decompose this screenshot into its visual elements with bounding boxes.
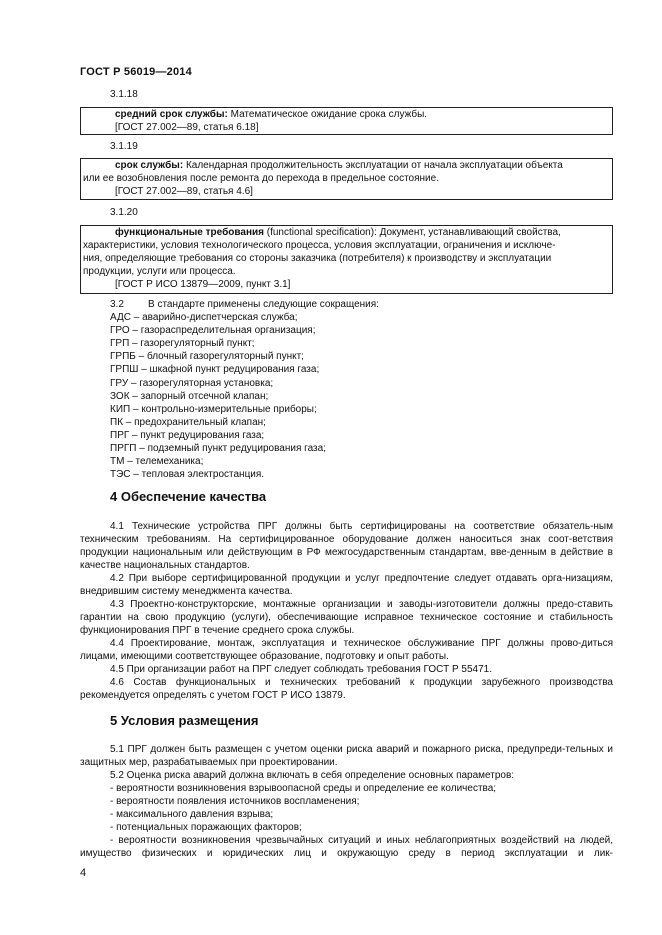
list-item: ТМ – телемеханика; <box>110 456 204 468</box>
bullet-item: - потенциальных поражающих факторов; <box>110 822 302 833</box>
paragraph-4-6: 4.6 Состав функциональных и технических требований к продукции зарубежного производства рекомендуется определять с учетом ГОСТ Р ИСО 13879. <box>80 677 613 701</box>
term-number: 3.1.20 <box>110 207 138 218</box>
term-box-3-1-18 <box>80 107 613 135</box>
term-name: функциональные требования <box>115 227 264 238</box>
term-name: средний срок службы: <box>115 109 228 120</box>
bullet-item: - вероятности возникновения чрезвычайных ситуаций и иных неблагоприятных воздействий на людей, имущество физических и юридических лиц и окружающую среду в период эксплуатации и лик- <box>80 835 613 859</box>
term-source: [ГОСТ 27.002—89, статья 6.18] <box>115 122 259 133</box>
abbreviations-intro: В стандарте применены следующие сокращения: <box>148 299 379 310</box>
list-item: ТЭС – тепловая электростанция. <box>110 469 265 481</box>
list-item: ГРУ – газорегуляторная установка; <box>110 377 274 389</box>
section-5-body <box>80 743 613 860</box>
term-box-3-1-19 <box>80 158 613 200</box>
term-definition: продукции, услуги или процесса. <box>83 266 236 277</box>
term-definition: Математическое ожидание срока службы. <box>227 109 428 120</box>
list-item: АДС – аварийно-диспетчерская служба; <box>110 312 298 324</box>
bullet-item: - вероятности возникновения взрывоопасной среды и определение ее количества; <box>110 783 497 794</box>
list-item: ЗОК – запорный отсечной клапан; <box>110 390 269 402</box>
list-item: ПК – предохранительный клапан; <box>110 416 266 428</box>
page-number: 4 <box>80 867 87 879</box>
list-item: ГРП – газорегуляторный пункт; <box>110 338 255 350</box>
list-item: ПРГ – пункт редуцирования газа; <box>110 429 265 441</box>
paragraph-4-4: 4.4 Проектирование, монтаж, эксплуатация и техническое обслуживание ПРГ должны прово-диться лицами, имеющими соответствующее образование, подготовку и опыт работы. <box>80 638 613 662</box>
list-item: ГРПШ – шкафной пункт редуцирования газа; <box>110 364 320 376</box>
paragraph-4-2: 4.2 При выборе сертифицированной продукции и услуг предпочтение следует отдавать орга-низациям, внедрившим систему менеджмента качества. <box>80 573 613 597</box>
list-item: ПРГП – подземный пункт редуцирования газа; <box>110 443 326 455</box>
section-5-heading: 5 Условия размещения <box>110 713 259 728</box>
term-name: срок службы: <box>115 160 184 171</box>
paragraph-4-3: 4.3 Проектно-конструкторские, монтажные организации и заводы-изготовители должны предо-ставить гарантии на свою продукцию (услуги), обеспечивающие исправное техническое состояние и стабильность функционирования ПРГ в течение среднего срока службы. <box>80 599 613 636</box>
term-box-3-1-20 <box>80 225 613 294</box>
paragraph-5-2: 5.2 Оценка риска аварий должна включать в себя определение основных параметров: <box>110 770 515 781</box>
paragraph-4-1: 4.1 Технические устройства ПРГ должны быть сертифицированы на соответствие обязатель-ным техническим требованиям. На сертифицированное оборудование должен наноситься знак соот-ветствия продукции национальным или действующим в РФ межгосударственным стандартам, вве-денным в действие в качестве национальных стандартов. <box>80 521 613 571</box>
clause-number: 3.2 <box>110 299 124 310</box>
bullet-item: - вероятности появления источников воспламенения; <box>110 796 360 807</box>
term-definition: (functional specification): Документ, устанавливающий свойства, <box>263 227 561 238</box>
term-definition: ния, определяющие требования со стороны заказчика (потребителя) к производству и эксплуатации <box>83 253 552 264</box>
list-item: ГРО – газораспределительная организация; <box>110 325 316 337</box>
term-definition: или ее возобновления после ремонта до перехода в предельное состояние. <box>83 173 439 184</box>
paragraph-5-1: 5.1 ПРГ должен быть размещен с учетом оценки риска аварий и пожарного риска, предупреди-тельных и защитных мер, разрабатываемых при проектировании. <box>80 744 613 768</box>
term-source: [ГОСТ Р ИСО 13879—2009, пункт 3.1] <box>115 279 291 290</box>
term-source: [ГОСТ 27.002—89, статья 4.6] <box>115 186 253 197</box>
bullet-item: - максимального давления взрыва; <box>110 809 274 820</box>
section-4-body <box>80 520 613 702</box>
abbreviations-list <box>110 298 379 481</box>
term-number: 3.1.19 <box>110 141 138 152</box>
term-definition: Календарная продолжительность эксплуатации от начала эксплуатации объекта <box>183 160 563 171</box>
list-item: ГРПБ – блочный газорегуляторный пункт; <box>110 351 304 363</box>
section-4-heading: 4 Обеспечение качества <box>110 489 267 504</box>
term-definition: характеристики, условия технологического процесса, условия эксплуатации, ограничения и исключе- <box>83 240 556 251</box>
list-item: КИП – контрольно-измерительные приборы; <box>110 403 317 415</box>
page-header: ГОСТ Р 56019—2014 <box>80 66 192 78</box>
term-number: 3.1.18 <box>110 89 138 100</box>
paragraph-4-5: 4.5 При организации работ на ПРГ следует соблюдать требования ГОСТ Р 55471. <box>110 664 492 675</box>
